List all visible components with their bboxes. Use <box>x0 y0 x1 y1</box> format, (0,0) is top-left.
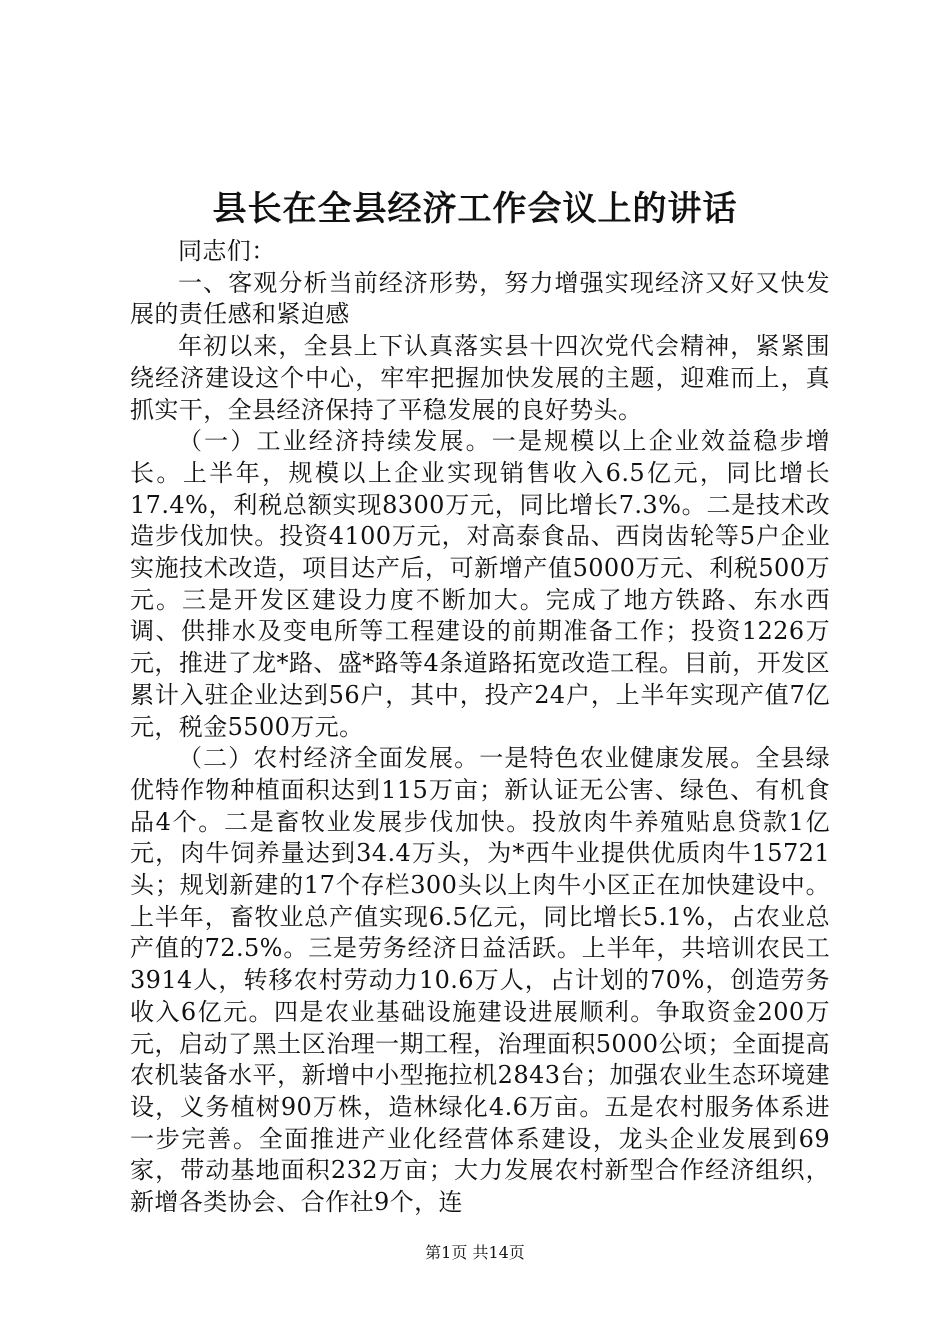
document-title: 县长在全县经济工作会议上的讲话 <box>212 189 738 229</box>
page-footer: 第1页 共14页 <box>425 1243 525 1262</box>
rural-economy-paragraph: （二）农村经济全面发展。一是特色农业健康发展。全县绿优特作物种植面积达到115万亩；新认证无公害、绿色、有机食品4个。二是畜牧业发展步伐加快。投放肉牛养殖贴息贷款1亿元，肉牛饲养量达到34.4万头，为*西牛业提供优质肉牛15721头；规划新建的17个存栏300头以上肉牛小区正在加快建设中。上半年，畜牧业总产值实现6.5亿元，同比增长5.1%，占农业总产值的72.5%。三是劳务经济日益活跃。上半年，共培训农民工3914人，转移农村劳动力10.6万人，占计划的70%，创造劳务收入6亿元。四是农业基础设施建设进展顺利。争取资金200万元，启动了黑土区治理一期工程，治理面积5000公顷；全面提高农机装备水平，新增中小型拖拉机2843台；加强农业生态环境建设，义务植树90万株，造林绿化4.6万亩。五是农村服务体系进一步完善。全面推进产业化经营体系建设，龙头企业发展到69家，带动基地面积232万亩；大力发展农村新型合作经济组织，新增各类协会、合作社9个，连 <box>130 744 830 1217</box>
section-heading-paragraph: 一、客观分析当前经济形势，努力增强实现经济又好又快发展的责任感和紧迫感 <box>130 268 830 329</box>
document-body <box>130 236 830 1219</box>
greeting-paragraph: 同志们： <box>178 237 276 265</box>
intro-paragraph: 年初以来，全县上下认真落实县十四次党代会精神，紧紧围绕经济建设这个中心，牢牢把握加快发展的主题，迎难而上，真抓实干，全县经济保持了平稳发展的良好势头。 <box>130 332 830 424</box>
industry-paragraph: （一）工业经济持续发展。一是规模以上企业效益稳步增长。上半年，规模以上企业实现销售收入6.5亿元，同比增长17.4%，利税总额实现8300万元，同比增长7.3%。二是技术改造步伐加快。投资4100万元，对高泰食品、西岗齿轮等5户企业实施技术改造，项目达产后，可新增产值5000万元、利税500万元。三是开发区建设力度不断加大。完成了地方铁路、东水西调、供排水及变电所等工程建设的前期准备工作；投资1226万元，推进了龙*路、盛*路等4条道路拓宽改造工程。目前，开发区累计入驻企业达到56户，其中，投产24户，上半年实现产值7亿元，税金5500万元。 <box>130 427 830 741</box>
